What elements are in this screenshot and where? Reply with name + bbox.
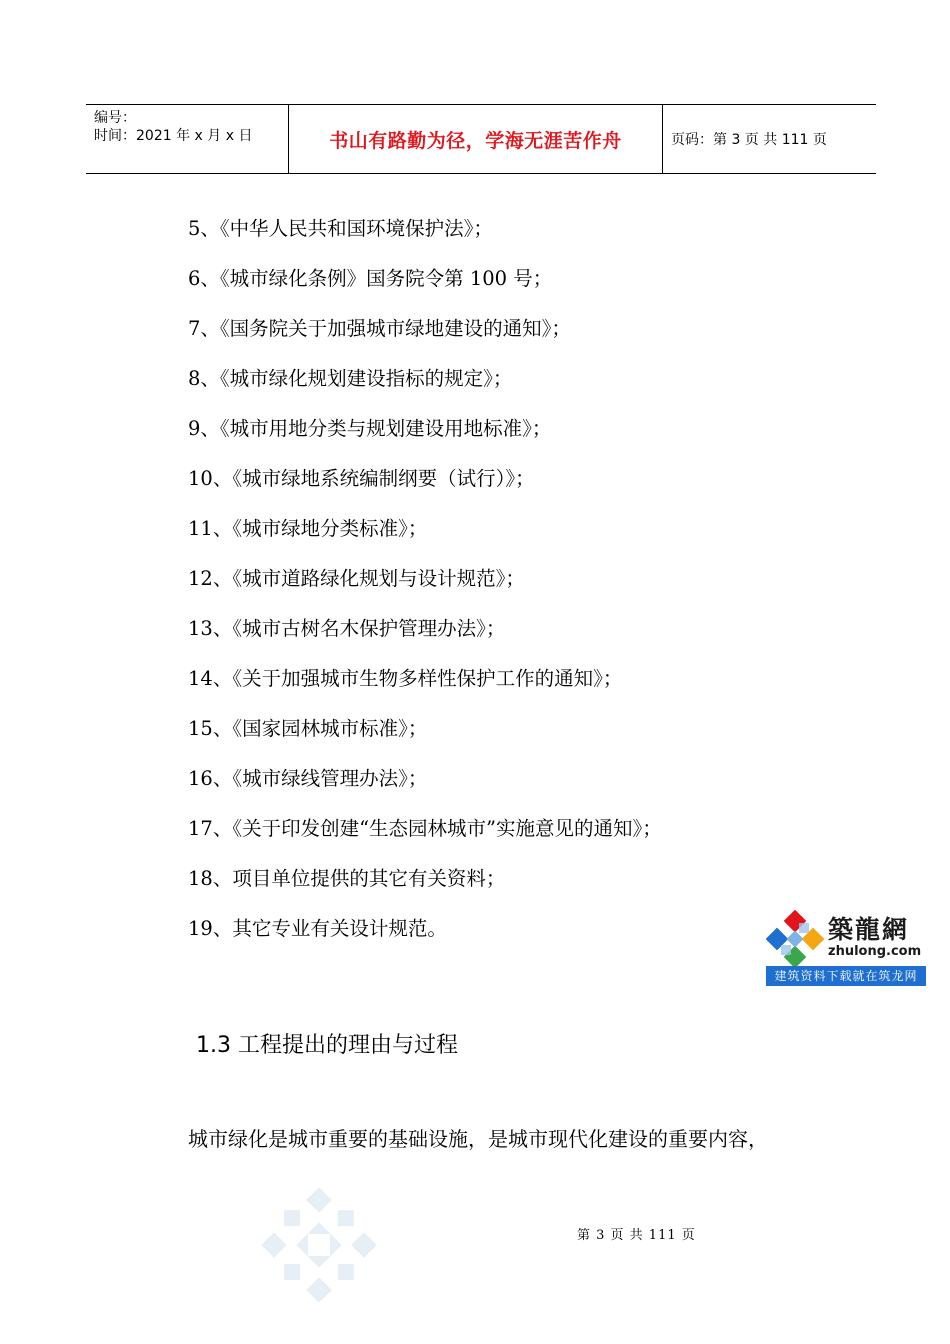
header-page-cell	[663, 105, 876, 173]
zhulong-logo[interactable]	[766, 906, 926, 986]
list-item: 8、《城市绿化规划建设指标的规定》；	[188, 367, 513, 390]
list-item: 11、《城市绿地分类标准》；	[188, 517, 428, 540]
logo-domain: zhulong.com	[828, 944, 922, 959]
page-header	[86, 104, 876, 174]
list-item: 17、《关于印发创建“生态园林城市”实施意见的通知》；	[188, 817, 662, 840]
header-page-code: 页码：第 3 页 共 111 页	[671, 132, 827, 148]
list-item: 15、《国家园林城市标准》；	[188, 717, 428, 740]
document-time-label: 时间：2021 年 x 月 x 日	[94, 128, 253, 144]
list-item: 10、《城市绿地系统编制纲要（试行）》；	[188, 467, 535, 490]
body-paragraph: 城市绿化是城市重要的基础设施，是城市现代化建设的重要内容，	[188, 1127, 768, 1151]
list-item: 5、《中华人民共和国环境保护法》；	[188, 217, 493, 240]
document-number-label: 编号：	[94, 110, 136, 126]
list-item: 9、《城市用地分类与规划建设用地标准》；	[188, 417, 552, 440]
list-item: 6、《城市绿化条例》国务院令第 100 号；	[188, 267, 553, 290]
list-item: 16、《城市绿线管理办法》；	[188, 767, 428, 790]
section-heading: 1.3 工程提出的理由与过程	[196, 1033, 458, 1058]
list-item: 14、《关于加强城市生物多样性保护工作的通知》；	[188, 667, 623, 690]
list-item: 7、《国务院关于加强城市绿地建设的通知》；	[188, 317, 571, 340]
snowflake-watermark-icon	[262, 1188, 376, 1302]
page-footer: 第 3 页 共 111 页	[577, 1228, 696, 1243]
logo-name-cn: 築龍網	[828, 915, 910, 944]
reference-list	[188, 212, 662, 962]
list-item: 18、项目单位提供的其它有关资料；	[188, 867, 506, 890]
list-item: 13、《城市古树名木保护管理办法》；	[188, 617, 506, 640]
header-motto-cell	[289, 105, 663, 173]
header-motto: 书山有路勤为径，学海无涯苦作舟	[329, 129, 622, 152]
list-item: 19、其它专业有关设计规范。	[188, 917, 447, 940]
zhulong-emblem-icon	[766, 910, 824, 968]
header-info-cell	[86, 105, 289, 173]
logo-tagline: 建筑资料下载就在筑龙网	[766, 966, 926, 986]
list-item: 12、《城市道路绿化规划与设计规范》；	[188, 567, 525, 590]
